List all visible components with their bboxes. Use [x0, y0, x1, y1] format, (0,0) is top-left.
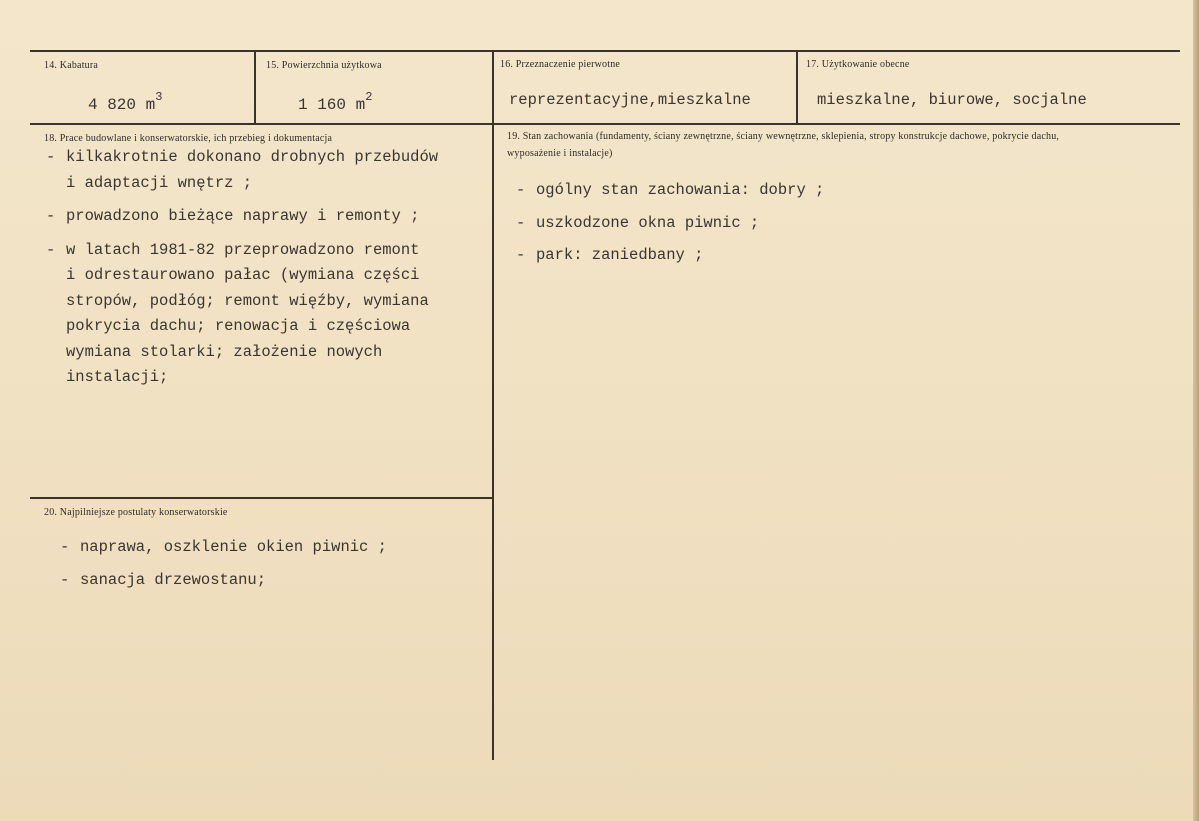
list-item [60, 568, 387, 594]
list-line: kilkakrotnie dokonano drobnych przebudów [66, 148, 439, 166]
field-18-label: 18. Prace budowlane i konserwatorskie, ich przebieg i dokumentacja [44, 133, 333, 144]
list-line: ogólny stan zachowania: dobry ; [536, 181, 825, 199]
list-dash: - [46, 148, 56, 166]
list-item [60, 535, 387, 561]
field-14-value-text: 4 820 m [88, 96, 156, 114]
list-item [46, 204, 438, 230]
field-16-value: reprezentacyjne,mieszkalne [509, 91, 751, 109]
list-line: park: zaniedbany ; [536, 246, 704, 264]
field-19-label: 19. Stan zachowania (fundamenty, ściany zewnętrzne, ściany wewnętrzne, sklepienia, stropy konstrukcje dachowe, pokrycie dachu, wyposażenie i instalacje) [507, 131, 1060, 159]
list-line: uszkodzone okna piwnic ; [536, 213, 760, 232]
field-15-value [298, 90, 372, 114]
list-dash: - [60, 570, 70, 589]
rule-col1 [254, 50, 256, 124]
list-dash: - [516, 246, 526, 264]
rule-f18-bottom [30, 497, 493, 499]
list-line: stropów, podłóg; remont więźby, wymiana [66, 291, 429, 310]
rule-col2 [492, 50, 494, 760]
rule-col3 [796, 50, 798, 124]
list-line: sanacja drzewostanu; [80, 570, 267, 589]
field-15-unit-exponent: 2 [365, 90, 373, 104]
list-line: naprawa, oszklenie okien piwnic ; [80, 538, 387, 556]
list-item [516, 178, 824, 204]
field-14-unit-exponent: 3 [155, 90, 163, 104]
list-line: i odrestaurowano pałac (wymiana części [66, 266, 420, 284]
list-item [516, 243, 824, 269]
list-dash: - [516, 181, 526, 199]
rule-row1 [30, 123, 1180, 125]
field-15-label: 15. Powierzchnia użytkowa [266, 60, 382, 71]
field-14-label: 14. Kabatura [44, 60, 99, 71]
field-19-list [516, 178, 824, 269]
list-line: i adaptacji wnętrz ; [66, 173, 253, 192]
rule-top [30, 50, 1180, 52]
list-item [46, 145, 438, 196]
list-line: w latach 1981-82 przeprowadzono remont [66, 240, 420, 259]
field-20-label: 20. Najpilniejsze postulaty konserwatorskie [44, 507, 228, 518]
list-item [516, 211, 824, 237]
field-20-list [60, 535, 387, 593]
field-16-label: 16. Przeznaczenie pierwotne [500, 59, 621, 70]
list-dash: - [60, 538, 70, 556]
list-line: pokrycia dachu; renowacja i częściowa [66, 317, 411, 335]
card-edge [1193, 0, 1199, 821]
list-dash: - [46, 207, 56, 225]
field-17-label: 17. Użytkowanie obecne [806, 59, 910, 70]
field-18-list [46, 145, 438, 391]
list-line: wymiana stolarki; założenie nowych [66, 342, 383, 361]
list-line: prowadzono bieżące naprawy i remonty ; [66, 207, 420, 225]
list-dash: - [516, 213, 526, 232]
field-14-value [88, 90, 162, 114]
list-item [46, 238, 438, 391]
field-15-value-text: 1 160 m [298, 96, 366, 114]
list-dash: - [46, 240, 56, 259]
list-line: instalacji; [66, 368, 169, 386]
field-17-value: mieszkalne, biurowe, socjalne [817, 91, 1087, 109]
